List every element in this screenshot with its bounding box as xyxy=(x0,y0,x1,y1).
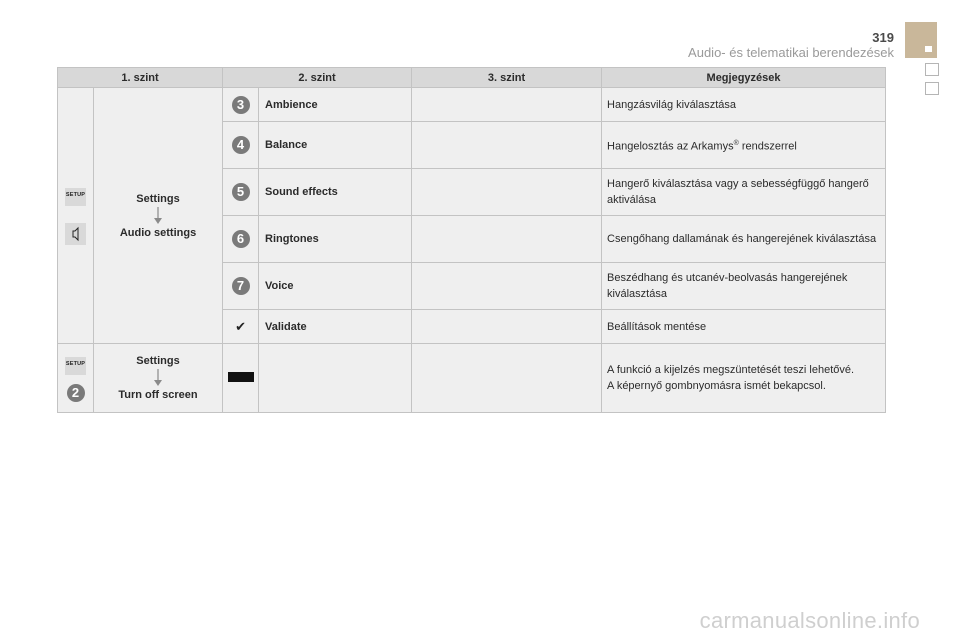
header-level-1: 1. szint xyxy=(58,68,223,88)
level1-icons-cell xyxy=(58,344,94,413)
menu-settings-label: Settings xyxy=(136,355,180,367)
step-badge-4: 4 xyxy=(232,136,250,154)
level1-menu-cell xyxy=(94,88,223,344)
level1-icons-cell xyxy=(58,88,94,344)
note-ambience: Hangzásvilág kiválasztása xyxy=(602,88,886,122)
level3-empty-cell xyxy=(412,169,602,216)
tab-marker xyxy=(925,46,932,52)
header-level-3: 3. szint xyxy=(412,68,602,88)
level3-empty-cell xyxy=(412,263,602,310)
note-ringtones: Csengőhang dallamának és hangerejének kiválasztása xyxy=(602,216,886,263)
option-ambience: Ambience xyxy=(259,88,412,122)
chapter-tab[interactable] xyxy=(925,63,939,76)
speaker-icon xyxy=(65,223,86,245)
step-badge-5: 5 xyxy=(232,183,250,201)
level2-empty-cell xyxy=(259,344,412,413)
level3-empty-cell xyxy=(412,122,602,169)
table-header-row xyxy=(58,68,886,88)
setup-button-icon: SETUP xyxy=(65,188,86,206)
level3-empty-cell xyxy=(412,88,602,122)
level1-menu-cell xyxy=(94,344,223,413)
step-badge-6: 6 xyxy=(232,230,250,248)
header-level-2: 2. szint xyxy=(223,68,412,88)
note-line: A funkció a kijelzés megszüntetését teszi lehetővé. xyxy=(607,364,855,376)
step-badge-7: 7 xyxy=(232,277,250,295)
chapter-tab-active[interactable] xyxy=(905,22,937,58)
level3-empty-cell xyxy=(412,216,602,263)
menu-settings-label: Settings xyxy=(136,192,180,205)
header-notes: Megjegyzések xyxy=(602,68,886,88)
option-validate: Validate xyxy=(259,310,412,344)
level3-empty-cell xyxy=(412,344,602,413)
down-arrow-icon xyxy=(153,369,163,387)
menu-turn-off-screen-label: Turn off screen xyxy=(118,389,198,401)
option-ringtones: Ringtones xyxy=(259,216,412,263)
step-badge-2: 2 xyxy=(67,384,85,402)
checkmark-icon: ✔ xyxy=(235,318,246,334)
note-turn-off-screen xyxy=(602,344,886,413)
menu-table xyxy=(57,67,886,413)
watermark: carmanualsonline.info xyxy=(699,608,920,633)
page-number: 319 xyxy=(872,30,894,45)
option-balance: Balance xyxy=(259,122,412,169)
note-line: A képernyő gombnyomásra ismét bekapcsol. xyxy=(607,380,826,392)
option-voice: Voice xyxy=(259,263,412,310)
note-sound-effects: Hangerő kiválasztása vagy a sebességfüggő hangerő aktiválása xyxy=(602,169,886,216)
option-sound-effects: Sound effects xyxy=(259,169,412,216)
note-validate: Beállítások mentése xyxy=(602,310,886,344)
section-title: Audio- és telematikai berendezések xyxy=(688,45,894,60)
table-row xyxy=(58,344,886,413)
table-row xyxy=(58,88,886,122)
menu-audio-settings-label: Audio settings xyxy=(119,226,197,239)
step-badge-3: 3 xyxy=(232,96,250,114)
down-arrow-icon xyxy=(153,207,163,225)
note-voice: Beszédhang és utcanév-beolvasás hangerejének kiválasztása xyxy=(602,263,886,310)
chapter-tab[interactable] xyxy=(925,82,939,95)
note-balance: Hangelosztás az Arkamys® rendszerrel xyxy=(602,122,886,169)
level3-empty-cell xyxy=(412,310,602,344)
setup-button-icon: SETUP xyxy=(65,357,86,375)
screen-off-icon xyxy=(228,372,254,382)
